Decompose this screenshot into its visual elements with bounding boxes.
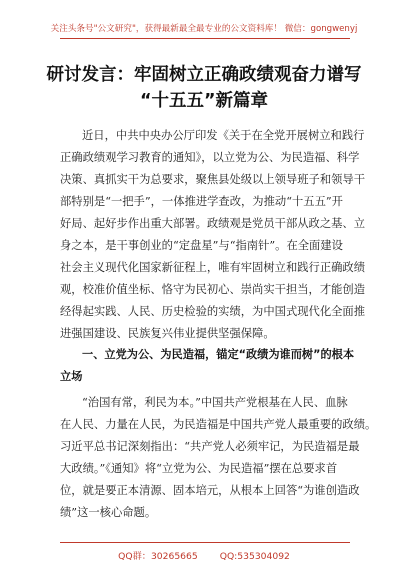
text-line: 经得起实践、人民、历史检验的实绩，为中国式现代化全面推: [60, 305, 366, 318]
heading-line: 一、立党为公、为民造福，锚定“政绩为谁而树”的根本: [82, 348, 355, 361]
text-line: 位，就是要正本清源、固本培元，从根本上回答“为谁创造政: [60, 484, 360, 497]
text-line: 进强国建设、民族复兴伟业提供坚强保障。: [60, 327, 275, 340]
paragraph-intro: [60, 125, 366, 345]
footer-qq-group: QQ群：30265665: [118, 551, 198, 562]
paragraph-section-1: [60, 392, 377, 524]
header-promo-note: 关注头条号"公文研究"，获得最新最全最专业的公文资料库！ 微信：gongwenyj: [50, 24, 358, 34]
text-line: 大政绩。”《通知》将“立党为公、为民造福”摆在总要求首: [60, 462, 338, 475]
text-line: 观，校准价值坐标、恪守为民初心、崇尚实干担当，才能创造: [60, 283, 366, 296]
heading-line: 立场: [60, 370, 83, 383]
text-line: 身之本，是干事创业的“定盘星”与“指南针”。在全面建设: [60, 239, 343, 252]
footer-divider: [60, 542, 350, 543]
text-line: “治国有常，利民为本。”中国共产党根基在人民、血脉: [82, 396, 348, 409]
title-line: “十五五”新篇章: [139, 91, 268, 111]
footer-contact: [0, 548, 408, 562]
text-line: 社会主义现代化国家新征程上，唯有牢固树立和践行正确政绩: [60, 261, 366, 274]
section-heading-1: [60, 344, 355, 388]
header-divider: [60, 38, 350, 39]
text-line: 好局、起好步作出重大部署。政绩观是党员干部从政之基、立: [60, 217, 366, 230]
document-title: [40, 62, 368, 114]
text-line: 近日，中共中央办公厅印发《关于在全党开展树立和践行: [82, 129, 365, 142]
title-line: 研讨发言：牢固树立正确政绩观奋力谱写: [46, 65, 362, 85]
text-line: 正确政绩观学习教育的通知》，以立党为公、为民造福、科学: [60, 151, 360, 164]
footer-qq: QQ:535304092: [219, 551, 290, 562]
text-line: 习近平总书记深刻指出：“共产党人必须牢记，为民造福是最: [60, 440, 360, 453]
text-line: 部特别是“一把手”，一体推进学查改，为推动“十五五”开: [60, 195, 343, 208]
text-line: 绩”这一核心命题。: [60, 506, 157, 519]
text-line: 决策、真抓实干为总要求，聚焦县处级以上领导班子和领导干: [60, 173, 366, 186]
text-line: 在人民、力量在人民，为民造福是中国共产党人最重要的政绩。: [60, 418, 377, 431]
